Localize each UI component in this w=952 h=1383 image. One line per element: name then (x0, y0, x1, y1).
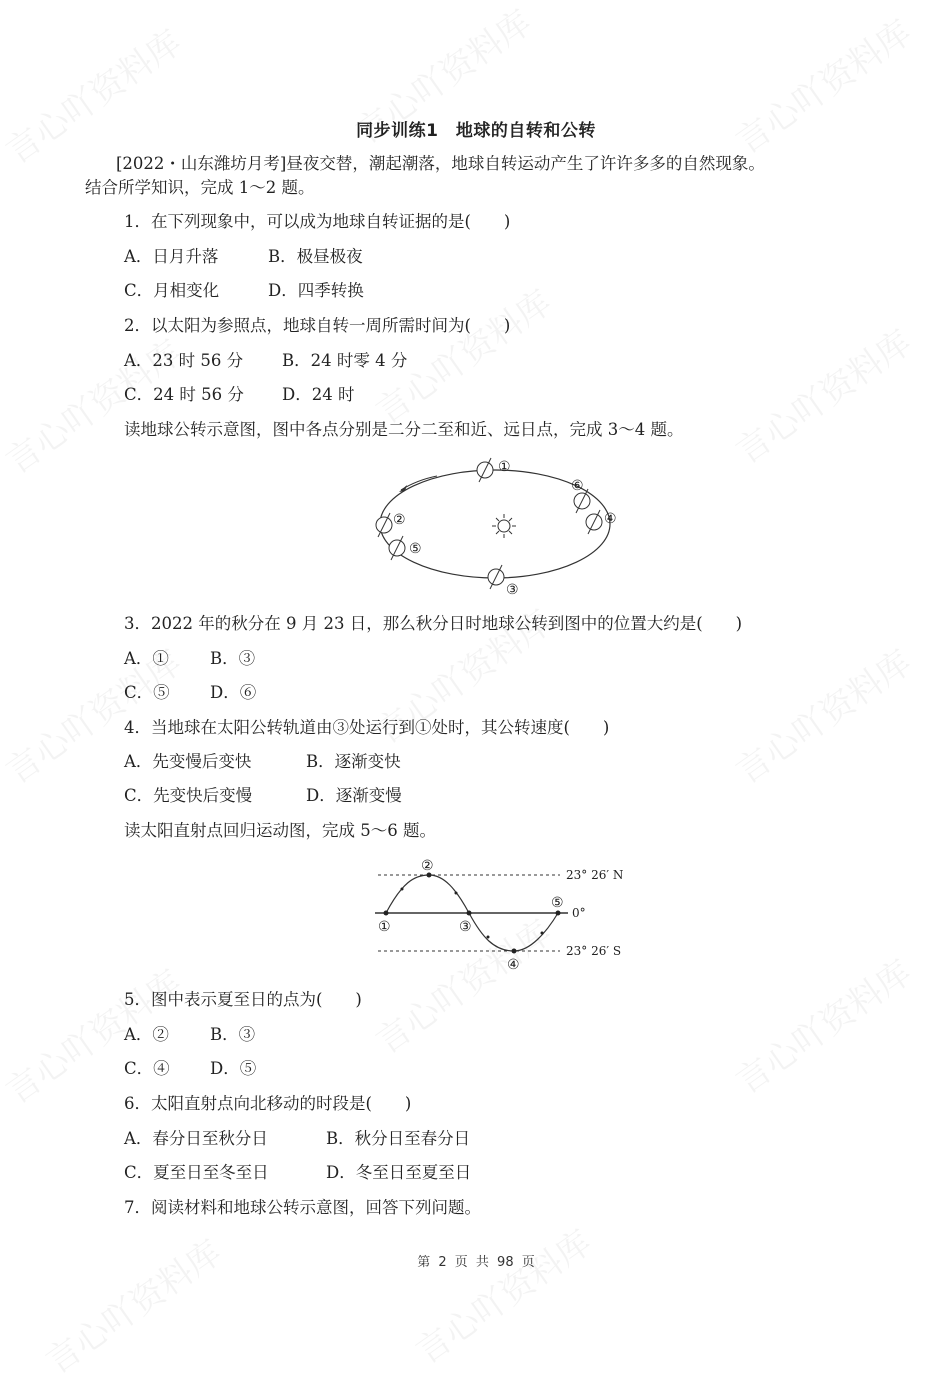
question-6-stem: 6．太阳直射点向北移动的时段是( ) (124, 1094, 412, 1113)
watermark (724, 636, 919, 793)
question-5-stem: 5．图中表示夏至日的点为( ) (124, 990, 362, 1009)
question-3-option-a: A．① (124, 649, 169, 668)
watermark (404, 1216, 599, 1373)
orbit-label-3: ③ (506, 582, 519, 598)
watermark (724, 946, 919, 1103)
equator-label: 0° (572, 906, 586, 920)
question-6-option-a: A．春分日至秋分日 (124, 1129, 268, 1148)
question-4-option-c: C．先变快后变慢 (124, 786, 253, 805)
orbit-label-6: ⑥ (571, 478, 584, 494)
question-4-option-d: D．逐渐变慢 (306, 786, 402, 805)
question-1-stem: 1．在下列现象中，可以成为地球自转证据的是( ) (124, 212, 511, 231)
sun-label-5: ⑤ (551, 895, 564, 911)
question-5-option-d: D．⑤ (210, 1059, 257, 1078)
question-1-option-b: B．极昼极夜 (268, 247, 363, 266)
tropic-of-cancer-label: 23° 26′ N (566, 868, 624, 882)
orbit-label-1: ① (498, 459, 511, 475)
orbit-label-5: ⑤ (409, 541, 422, 557)
question-4-stem: 4．当地球在太阳公转轨道由③处运行到①处时，其公转速度( ) (124, 718, 610, 737)
watermark (0, 16, 190, 173)
orbit-label-4: ④ (604, 511, 617, 527)
page-footer: 第 2 页 共 98 页 (417, 1255, 535, 1270)
question-7-stem: 7．阅读材料和地球公转示意图，回答下列问题。 (124, 1198, 481, 1217)
sun-label-2: ② (421, 858, 434, 874)
sun-label-4: ④ (507, 957, 520, 973)
question-2-option-d: D．24 时 (282, 385, 355, 404)
question-2-option-c: C．24 时 56 分 (124, 385, 244, 404)
question-1-option-d: D．四季转换 (268, 281, 364, 300)
question-2-stem: 2．以太阳为参照点，地球自转一周所需时间为( ) (124, 316, 511, 335)
question-6-option-b: B．秋分日至春分日 (326, 1129, 471, 1148)
question-3-option-b: B．③ (210, 649, 256, 668)
intro-line-1: [2022・山东潍坊月考]昼夜交替，潮起潮落，地球自转运动产生了许许多多的自然现象。 (116, 154, 765, 173)
instruction-q5-6: 读太阳直射点回归运动图，完成 5～6 题。 (124, 821, 436, 840)
earth-orbit-diagram (365, 452, 625, 600)
question-3-option-d: D．⑥ (210, 683, 257, 702)
question-3-stem: 3．2022 年的秋分在 9 月 23 日，那么秋分日时地球公转到图中的位置大约是( ) (124, 614, 743, 633)
page-title: 同步训练1 地球的自转和公转 (356, 121, 596, 141)
sun-label-1: ① (378, 919, 391, 935)
instruction-q3-4: 读地球公转示意图，图中各点分别是二分二至和近、远日点，完成 3～4 题。 (124, 420, 684, 439)
sun-icon (492, 514, 516, 538)
watermark (34, 1226, 229, 1383)
question-6-option-d: D．冬至日至夏至日 (326, 1163, 472, 1182)
question-4-option-b: B．逐渐变快 (306, 752, 401, 771)
question-1-option-c: C．月相变化 (124, 281, 220, 300)
tropic-of-capricorn-label: 23° 26′ S (566, 944, 622, 958)
question-3-option-c: C．⑤ (124, 683, 170, 702)
subsolar-point-diagram (370, 855, 630, 975)
question-1-option-a: A．日月升落 (124, 247, 219, 266)
question-2-option-b: B．24 时零 4 分 (282, 351, 408, 370)
earth-icon (376, 458, 602, 589)
question-4-option-a: A．先变慢后变快 (124, 752, 252, 771)
question-5-option-b: B．③ (210, 1025, 256, 1044)
question-5-option-c: C．④ (124, 1059, 170, 1078)
watermark (724, 316, 919, 473)
intro-line-2: 结合所学知识，完成 1～2 题。 (85, 178, 315, 197)
question-2-option-a: A．23 时 56 分 (124, 351, 244, 370)
question-5-option-a: A．② (124, 1025, 169, 1044)
sun-label-3: ③ (459, 919, 472, 935)
question-6-option-c: C．夏至日至冬至日 (124, 1163, 269, 1182)
orbit-label-2: ② (393, 512, 406, 528)
